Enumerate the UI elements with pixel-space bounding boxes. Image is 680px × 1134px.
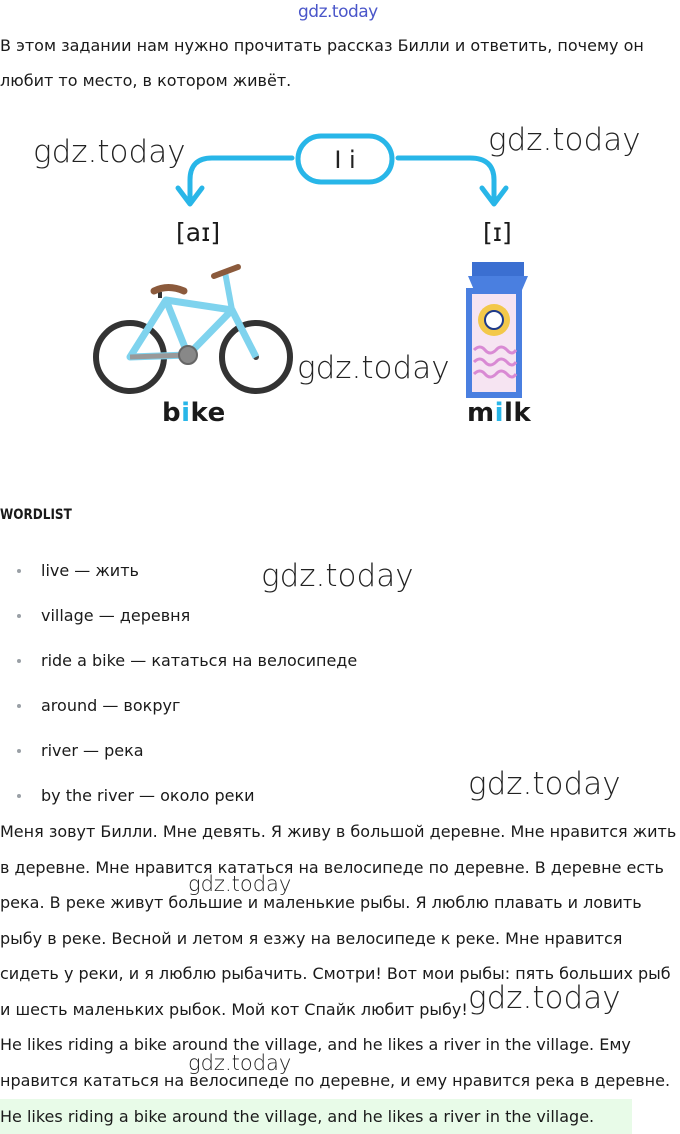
list-item: by the river — около реки: [0, 773, 660, 818]
left-sound: [aɪ]: [176, 218, 221, 247]
explanation-text: He likes riding a bike around the village, and he likes a river in the village. Ему нравится кататься на велосипеде по деревне, и ему нравится река в деревне.: [0, 1035, 671, 1090]
bullet-icon: [17, 794, 21, 798]
word-milk: milk: [467, 398, 532, 428]
list-item: village — деревня: [0, 593, 660, 638]
letters-label: I i: [334, 146, 356, 174]
story-text: Меня зовут Билли. Мне девять. Я живу в большой деревне. Мне нравится жить в деревне. Мне нравится кататься на велосипеде по деревне. В деревне есть река. В реке живут большие и маленькие рыбы. Я люблю плавать и ловить рыбу в реке. Весной и летом я езжу на велосипеде к реке. Мне нравится сидеть у реки, и я люблю рыбачить. Смотри! Вот мои рыбы: пять больших рыб и шесть маленьких рыбок. Мой кот Спайк любит рыбу! He likes riding a bike around the village, and he likes a river in the village. Ему нравится кататься на велосипеде по деревне, и ему нравится река в деревне.: [0, 822, 677, 1090]
list-item: live — жить: [0, 548, 660, 593]
list-item: river — река: [0, 728, 660, 773]
watermark: gdz.today: [297, 350, 450, 386]
right-arrow: [398, 158, 494, 202]
list-item: ride a bike — кататься на велосипеде: [0, 638, 660, 683]
milk-carton-icon: [466, 262, 528, 398]
right-sound: [ɪ]: [483, 218, 512, 247]
list-item: around — вокруг: [0, 683, 660, 728]
watermark: gdz.today: [468, 766, 621, 802]
bicycle-icon: [96, 267, 290, 391]
watermark: gdz.today: [188, 872, 292, 896]
answer-highlight: He likes riding a bike around the village, and he likes a river in the village.: [0, 1099, 632, 1134]
intro-text: В этом задании нам нужно прочитать рассказ Билли и ответить, почему он любит то место, в котором живёт.: [0, 36, 644, 90]
watermark-top: gdz.today: [298, 2, 378, 22]
bullet-icon: [17, 659, 21, 663]
bullet-icon: [17, 614, 21, 618]
watermark: gdz.today: [261, 558, 414, 594]
left-arrow: [190, 158, 292, 202]
watermark: gdz.today: [33, 134, 186, 170]
bullet-icon: [17, 569, 21, 573]
wordlist-heading: WORDLIST: [0, 507, 72, 523]
bullet-icon: [17, 704, 21, 708]
watermark: gdz.today: [468, 980, 621, 1016]
word-bike: bike: [162, 398, 226, 428]
watermark: gdz.today: [188, 1051, 292, 1075]
bullet-icon: [17, 749, 21, 753]
watermark: gdz.today: [488, 122, 641, 158]
